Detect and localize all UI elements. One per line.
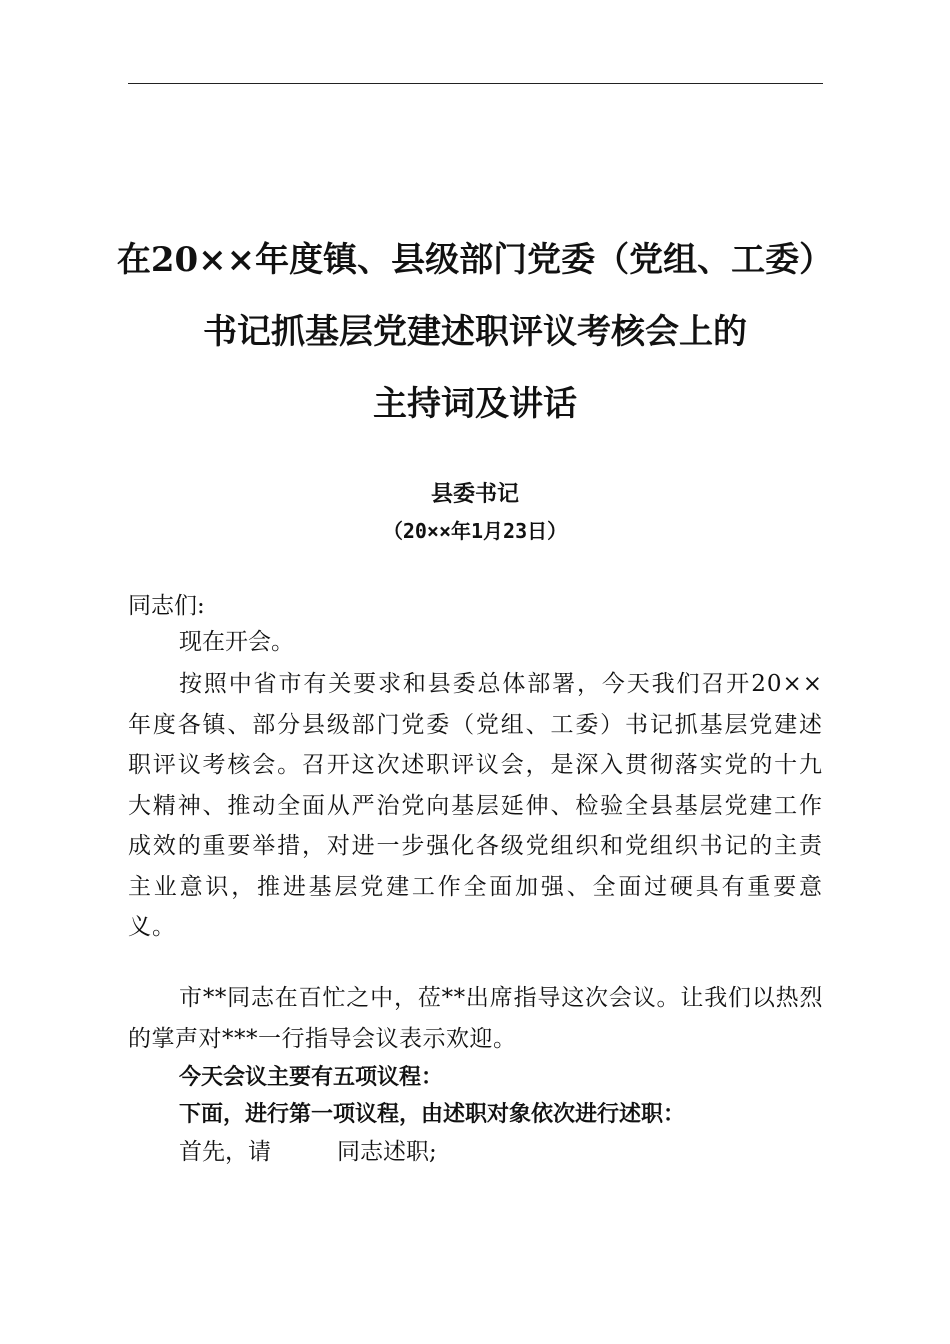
document-title-line-1: 在20××年度镇、县级部门党委（党组、工委）: [116, 240, 834, 280]
first-speaker-prefix: 首先，请: [179, 1139, 271, 1165]
first-speaker-line: [179, 1134, 437, 1170]
greeting: 同志们:: [128, 593, 205, 619]
document-title-line-2: 书记抓基层党建述职评议考核会上的: [203, 312, 747, 352]
paragraph-introduction: 按照中省市有关要求和县委总体部署，今天我们召开20××年度各镇、部分县级部门党委（党组、工委）书记抓基层党建述职评议考核会。召开这次述职评议会，是深入贯彻落实党的十九大精神、推动全面从严治党向基层延伸、检验全县基层党建工作成效的重要举措，对进一步强化各级党组织和党组织书记的主责主业意识，推进基层党建工作全面加强、全面过硬具有重要意义。: [128, 671, 823, 940]
speaker-label: 县委书记: [430, 482, 519, 507]
first-speaker-suffix: 同志述职;: [337, 1139, 437, 1165]
speech-date: （20××年1月23日）: [382, 519, 568, 543]
header-rule: [128, 83, 823, 84]
document-title-line-3: 主持词及讲话: [373, 384, 577, 424]
agenda-item-1: 下面，进行第一项议程，由述职对象依次进行述职：: [179, 1102, 686, 1127]
opening-line: 现在开会。: [179, 629, 294, 655]
paragraph-welcome: 市**同志在百忙之中，莅**出席指导这次会议。让我们以热烈的掌声对***一行指导会议表示欢迎。: [128, 985, 823, 1052]
agenda-intro: 今天会议主要有五项议程：: [179, 1065, 444, 1090]
